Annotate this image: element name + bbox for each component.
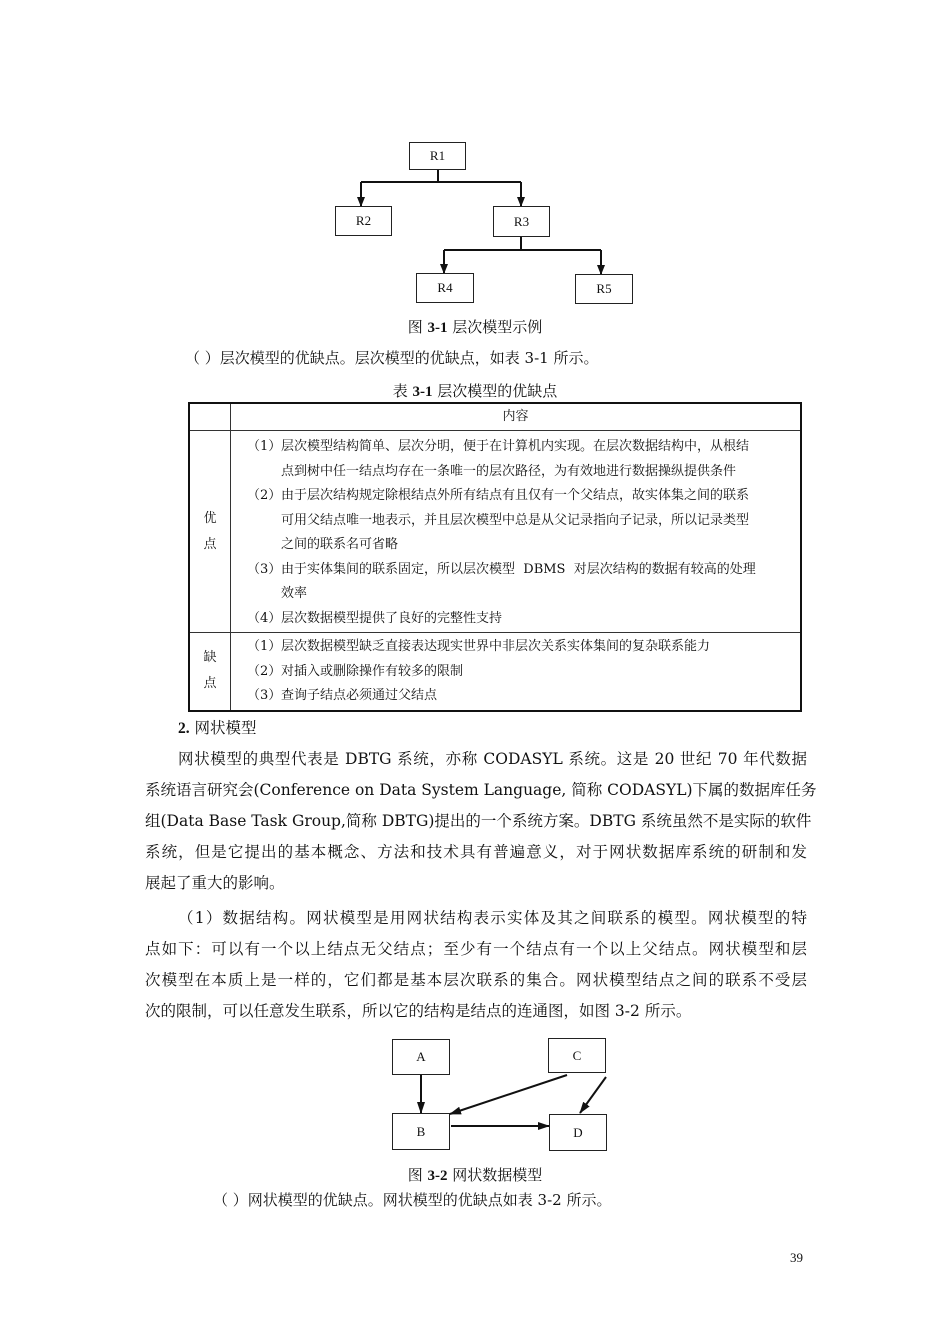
tree-connectors — [0, 0, 950, 320]
advantage-item: （3） 由于实体集间的联系固定，所以层次模型 DBMS 对层次结构的数据有较高的处理 效率 — [247, 561, 756, 601]
table-header-content: 内容 — [231, 403, 802, 431]
disadvantage-item: （2） 对插入或删除操作有较多的限制 — [247, 663, 464, 679]
page-number: 39 — [790, 1250, 803, 1265]
advantages-label: 优 点 — [189, 431, 231, 633]
disadvantage-item: （3） 查询子结点必须通过父结点 — [247, 688, 438, 703]
advantage-item: （1） 层次模型结构简单、层次分明，便于在计算机内实现。在层次数据结构中，从根结 点到树中任一结点均存在一条唯一的层次路径，为有效地进行数据操纵提供条件 — [247, 439, 750, 479]
node-b: B — [392, 1113, 450, 1150]
intro-line: （ ）层次模型的优缺点。层次模型的优缺点，如表 3-1 所示。 — [185, 349, 599, 367]
node-r2: R2 — [335, 206, 392, 236]
node-c: C — [548, 1038, 606, 1073]
node-r4: R4 — [416, 273, 474, 303]
network-connectors — [0, 1030, 950, 1160]
node-r5: R5 — [575, 274, 633, 304]
outro-line: （ ）网状模型的优缺点。网状模型的优缺点如表 3-2 所示。 — [213, 1191, 612, 1209]
figure-3-1-caption: 图 3-1 层次模型示例 — [407, 318, 543, 336]
section-heading: 2. 网状模型 — [178, 719, 257, 737]
table-3-1-caption: 表 3-1 层次模型的优缺点 — [392, 382, 558, 400]
paragraph-network-model-intro: 网状模型的典型代表是 DBTG 系统，亦称 CODASYL 系统。这是 20 世纪 70 年代数据 系统语言研究会(Conference on Data System Language, 简称 CODASYL)下属的数据库任务 组(Data Base Task Group,简称 DBTG)提出的一个系统方案。DBTG 系统虽然不是实际的软件 系统，但是它提出的基本概念、方法和技术具有普遍意义，对于网状数据库系统的研制和发 展起了重大的影响。 — [145, 750, 817, 892]
disadvantages-label: 缺 点 — [189, 633, 231, 711]
advantages-cell — [231, 431, 802, 633]
arrow-c-to-d — [580, 1077, 606, 1113]
advantage-item: （2） 由于层次结构规定除根结点外所有结点有且仅有一个父结点，故实体集之间的联系 可用父结点唯一地表示，并且层次模型中总是从父记录指向子记录，所以记录类型 之间的联系名可省略 — [247, 488, 750, 552]
table-corner-cell — [189, 403, 231, 431]
advantage-item: （4） 层次数据模型提供了良好的完整性支持 — [247, 610, 503, 626]
disadvantage-item: （1） 层次数据模型缺乏直接表达现实世界中非层次关系实体集间的复杂联系能力 — [247, 639, 711, 654]
table-3-1 — [188, 402, 802, 712]
node-a: A — [392, 1039, 450, 1075]
node-d: D — [549, 1114, 607, 1151]
paragraph-data-structure: （1）数据结构。网状模型是用网状结构表示实体及其之间联系的模型。网状模型的特 点如下：可以有一个以上结点无父结点；至少有一个结点有一个以上父结点。网状模型和层 次模型在本质上是一样的，它们都是基本层次联系的集合。网状模型结点之间的联系不受层 次的限制，可以任意发生联系，所以它的结构是结点的连通图，如图 3-2 所示。 — [145, 909, 807, 1020]
figure-3-2-caption: 图 3-2 网状数据模型 — [407, 1166, 543, 1184]
disadvantages-cell — [231, 633, 802, 711]
arrow-c-to-b — [450, 1075, 567, 1114]
node-r3: R3 — [493, 206, 550, 237]
node-r1: R1 — [409, 142, 466, 170]
